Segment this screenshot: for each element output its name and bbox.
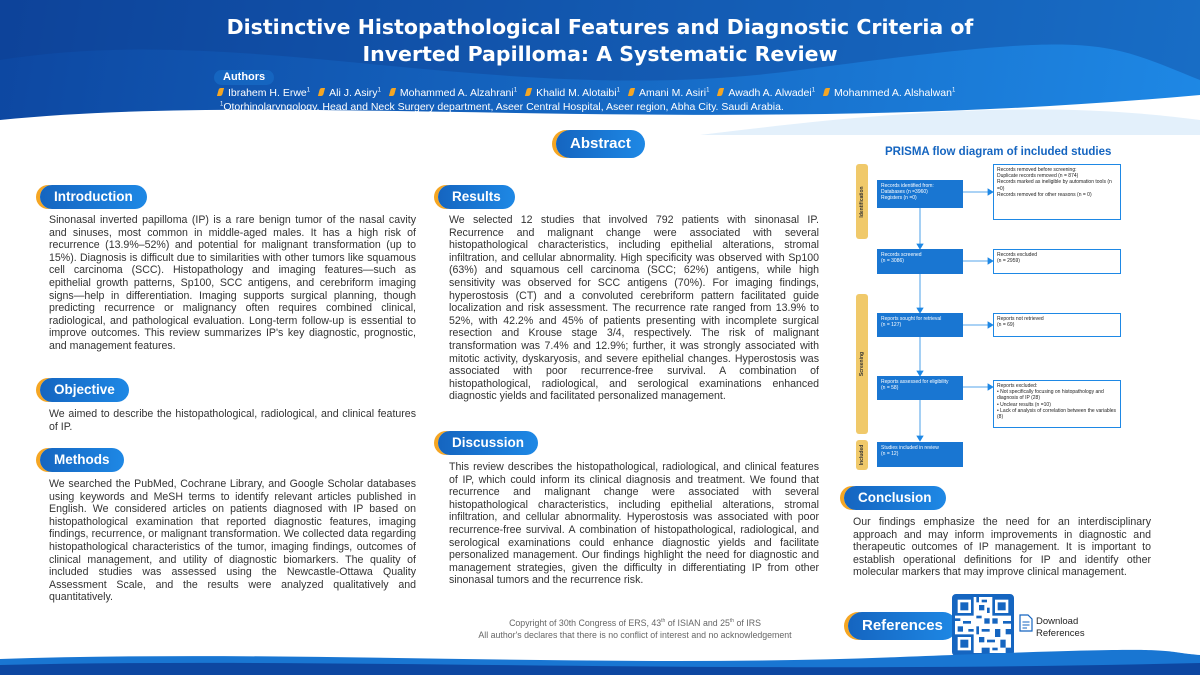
author-affiliation-sup: 1 [706,87,710,94]
prisma-side-screening [856,294,868,434]
title-line-1: Distinctive Histopathological Features and Diagnostic Criteria of [226,15,974,39]
prisma-sought-line: Reports sought for retrieval [881,316,942,322]
discussion-text: This review describes the histopathological, radiological, and clinical features of IP, which could inform its clinical diagnosis and treatment. We found that recurrence and malignant change were associated with several histopathological characteristics, including epithelial alterations, stromal infiltration, and cellular abnormality. Hyperostosis was associated with poor recurrence-free survival. A combination of histopathological, radiological, and serological examinations could enhance diagnostic yields and facilitate personalized management. Our findings highlight the need for diagnostic and management strategies, given the difficulty in differentiating IP from other sinonasal tumors and the recurrence risk. [449,461,819,587]
author-name [390,87,517,99]
author-name [629,87,709,99]
author-name [824,87,955,99]
prisma-title: PRISMA flow diagram of included studies [885,146,1112,158]
prisma-not-retrieved-line: Reports not retrieved [997,316,1044,322]
poster-header [0,0,1200,135]
author-affiliation-sup: 1 [513,87,518,94]
author-bullet-icon [389,88,396,96]
author-bullet-icon [823,88,830,96]
prisma-reports-excluded-line: • Unclear results (n =10) [997,401,1051,408]
author-bullet-icon [628,88,635,96]
title-line-2: Inverted Papilloma: A Systematic Review [362,42,838,66]
author-name [319,87,381,99]
document-download-icon [1019,614,1033,632]
affiliation-sup: 1 [220,101,224,108]
author-name-text: Ali J. Asiry [329,87,378,99]
copyright-line-1 [445,615,825,629]
copyright-sup-2: th [729,618,735,624]
prisma-not-retrieved-line: (n = 69) [997,322,1015,329]
prisma-diagram [852,160,1132,470]
prisma-identified-line: Registers (n =0) [881,195,917,202]
copyright-line-2: All author's declares that there is no conflict of interest and no acknowledgement [478,629,792,640]
prisma-box-excluded [993,249,1121,274]
author-name-text: Ibrahem H. Erwe [228,87,307,99]
prisma-side-included-label: Included [859,444,865,466]
author-affiliation-sup: 1 [377,87,381,94]
authors-label: Authors [214,70,274,85]
download-references-link[interactable] [1036,616,1085,639]
prisma-identified-line: Databases (n =3960) [881,189,928,196]
introduction-heading: Introduction [40,185,147,209]
footer-wave-decoration [0,645,1200,675]
prisma-reports-excluded-line: Reports excluded: [997,383,1038,389]
copyright-pre: Copyright of 30th Congress of ERS, 43 [509,617,662,628]
prisma-excluded-line: (n = 2959) [997,258,1020,265]
author-name-text: Amani M. Asiri [638,87,707,99]
prisma-excluded-line: Records excluded [997,252,1038,258]
prisma-side-included [856,440,868,470]
results-heading: Results [438,185,515,209]
prisma-box-screened [877,249,963,274]
prisma-assessed-line: Reports assessed for eligibility [881,379,949,385]
prisma-removed-line: Records removed for other reasons (n = 0) [997,191,1092,198]
prisma-box-identified [877,180,963,208]
affiliation-text: Otorhinolaryngology, Head and Neck Surgery department, Aseer Central Hospital, Aseer region, Abha City. Saudi Arabia. [223,101,784,113]
prisma-assessed-line: (n = 58) [881,385,899,392]
prisma-reports-excluded-line: • Not specifically focusing on histopathology and diagnosis of IP (28) [997,389,1104,402]
methods-heading: Methods [40,448,124,472]
author-affiliation-sup: 1 [951,87,956,94]
prisma-removed-line: Duplicate records removed (n = 874) [997,173,1079,180]
author-affiliation-sup: 1 [616,87,620,94]
conclusion-heading: Conclusion [844,486,946,510]
author-bullet-icon [525,88,532,96]
poster-title [0,14,1200,68]
prisma-side-identification [856,164,868,239]
copyright-post: of IRS [734,617,761,628]
copyright-mid: of ISIAN and 25 [665,617,730,628]
prisma-box-not-retrieved [993,313,1121,337]
author-name [526,87,620,99]
prisma-removed-line: Records removed before screening: [997,167,1077,173]
download-line-2: References [1036,627,1085,639]
prisma-reports-excluded-line: • Lack of analysis of correlation between the variables (8) [997,407,1117,421]
prisma-included-line: (n = 12) [881,451,899,458]
author-bullet-icon [318,88,325,96]
copyright-note [445,615,825,641]
author-bullet-icon [217,88,224,96]
affiliation [220,101,784,113]
prisma-box-reports-excluded [993,380,1121,428]
prisma-side-identification-label: Identification [859,185,865,218]
prisma-removed-line: Records marked as ineligible by automation tools (n =0) [997,179,1112,192]
author-name-text: Khalid M. Alotaibi [536,87,617,99]
copyright-sup-1: th [661,618,666,624]
prisma-screened-line: (n = 3086) [881,258,904,265]
abstract-heading: Abstract [556,130,645,158]
author-list [218,87,964,99]
objective-heading: Objective [40,378,129,402]
download-line-1: Download [1036,616,1079,627]
references-heading: References [848,612,957,640]
discussion-heading: Discussion [438,431,538,455]
prisma-sought-line: (n = 127) [881,322,902,329]
introduction-text: Sinonasal inverted papilloma (IP) is a rare benign tumor of the nasal cavity and sinuses, most common in middle-aged males. It has a high risk of recurrence (13.9%–52%) and potential for malignant transformation (up to 15%). Diagnosis is difficult due to similarities with other tumors like squamous cell carcinoma (SCC). Histopathology and imaging features—such as epithelial growth patterns, Sp100, SCC antigens, and cerebriform imaging signs—help in differentiation. Imaging supports surgical planning, though predicting recurrence or malignancy often requires combined clinical, radiological, and pathological evaluation. Long-term follow-up is essential to improve outcomes. This review summarizes IP's key diagnostic, prognostic, and management features. [49,214,416,352]
author-name [718,87,815,99]
conclusion-text: Our findings emphasize the need for an interdisciplinary approach and may inform improvements in diagnostic and therapeutic outcomes of IP management. It is important to establish operational definitions for IP and identify other molecular markers that may improve clinical management. [853,516,1151,579]
prisma-box-included [877,442,963,467]
prisma-side-screening-label: Screening [859,351,865,377]
prisma-screened-line: Records screened [881,252,922,258]
author-bullet-icon [717,88,724,96]
prisma-box-assessed [877,376,963,400]
results-text: We selected 12 studies that involved 792 patients with sinonasal IP. Recurrence and malignant change were associated with several histopathological characteristics, including epithelial alterations, stromal infiltration, and cellular abnormality. High specificity was observed with Sp100 (63%) and squamous cell carcinoma (SCC; 62%) antigens, while high sensitivity was observed for SCC antigens (70%). For imaging findings, hyperostosis (CT) and a convoluted cerebriform pattern facilitated guide localization and risk assessment. The recurrence rate ranged from 13.9% to 52%, with 42.2% and 45% of patients presenting with incomplete surgical resection and Krouse stage 3/4, respectively. The risk of malignant transformation was 7.4% and 12.9%; further, it was strongly associated with mitotic activity, dyskaryosis, and severe epithelial changes. Hyperostosis was associated with poor recurrence-free survival. A combination of histopathological, radiological, and serological examinations enhanced diagnostic yields and facilitated personalized management. [449,214,819,403]
author-name-text: Mohammed A. Alzahrani [399,87,514,99]
prisma-box-sought [877,313,963,337]
author-affiliation-sup: 1 [306,87,311,94]
prisma-identified-line: Records identified from: [881,183,934,189]
author-name [218,87,310,99]
prisma-included-line: Studies included in review [881,445,939,451]
methods-text: We searched the PubMed, Cochrane Library, and Google Scholar databases using keywords and MeSH terms to identify relevant articles published in English. We considered articles on patients diagnosed with IP based on histopathological examination that reported diagnostic features, imaging findings, recurrence, or malignant transformation. We collected data regarding histopathological characteristics of the tumor, imaging findings, outcomes of clinical management, and utility of diagnostic biomarkers. The quality of included studies was assessed using the Newcastle-Ottawa Quality Assessment Scale, and the results were analyzed qualitatively and quantitatively. [49,478,416,604]
author-affiliation-sup: 1 [811,87,816,94]
objective-text: We aimed to describe the histopathological, radiological, and clinical features of IP. [49,408,416,433]
author-name-text: Awadh A. Alwadei [728,87,812,99]
author-name-text: Mohammed A. Alshalwan [834,87,952,99]
prisma-box-removed [993,164,1121,220]
